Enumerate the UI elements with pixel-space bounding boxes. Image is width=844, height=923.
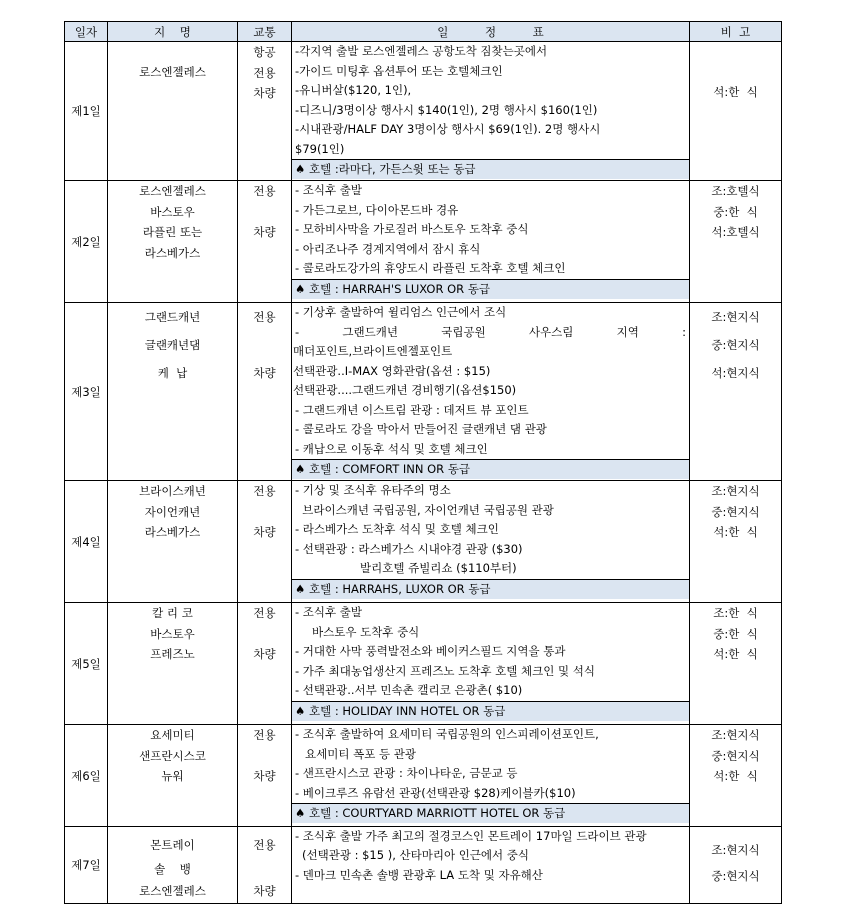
meal-note: 조:한 식 (713, 606, 758, 620)
schedule-cell (292, 725, 690, 827)
schedule-line: -유니버살($120, 1인), (295, 83, 412, 97)
transport-spacer (238, 857, 291, 881)
header-row (65, 22, 782, 42)
schedule-cell (292, 181, 690, 303)
meal-note: 조:현지식 (711, 310, 760, 324)
schedule-line: -시내관광/HALF DAY 3명이상 행사시 $69(1인). 2명 행사시 (295, 122, 601, 136)
place-cell (108, 725, 238, 827)
schedule-line: 발리호텔 쥬빌리쇼 ($110부터) (360, 561, 517, 575)
note-cell (690, 481, 782, 603)
schedule-line: - 라스베가스 도착후 석식 및 호텔 체크인 (295, 522, 499, 536)
schedule-line: - 아리조나주 경계지역에서 잠시 휴식 (295, 241, 481, 256)
place-name: 라플린 또는 (142, 225, 203, 239)
transport-item: 전용 (253, 484, 276, 498)
meal-note: 조:현지식 (711, 843, 760, 857)
schedule-line: - 캐납으로 이동후 석식 및 호텔 체크인 (295, 441, 488, 456)
schedule-cell (292, 42, 690, 181)
schedule-line: 바스토우 도착후 중식 (312, 624, 420, 639)
header-day: 일자 (65, 22, 108, 42)
schedule-word: 국립공원 (441, 324, 486, 339)
meal-note: 중:한 식 (713, 204, 758, 219)
schedule-line: -가이드 미팅후 옵션투어 또는 호텔체크인 (295, 63, 503, 78)
place-cell (108, 827, 238, 904)
schedule-word: - (295, 324, 300, 339)
place-cell (108, 603, 238, 725)
schedule-line: - 선택관광..서부 민속촌 캘리코 은광촌( $10) (295, 683, 523, 697)
transport-item: 전용 (253, 184, 276, 198)
header-schedule: 일 정 표 (292, 22, 690, 42)
place-cell (108, 181, 238, 303)
transport-spacer (238, 502, 291, 523)
place-name: 그랜드캐년 (144, 310, 201, 324)
transport-spacer (238, 746, 291, 767)
place-name: 로스엔젤레스 (139, 184, 206, 198)
schedule-line: - 샌프란시스코 관광 : 차이나타운, 금문교 등 (295, 766, 518, 780)
schedule-line: - 기상후 출발하여 윌리엄스 인근에서 조식 (295, 305, 507, 319)
schedule-line: - 조식후 출발 (295, 605, 363, 619)
place-name: 요세미티 (150, 728, 195, 742)
meal-note: 조:현지식 (711, 728, 760, 742)
note-cell (690, 827, 782, 904)
meal-note: 석:한 식 (713, 525, 758, 539)
day-cell: 제1일 (65, 42, 108, 181)
table-row (65, 827, 782, 904)
table-row (65, 481, 782, 603)
meal-note: 중:한 식 (713, 626, 758, 641)
transport-item: 차량 (253, 86, 276, 100)
schedule-cell (292, 603, 690, 725)
header-place: 지 명 (108, 22, 238, 42)
transport-item: 전용 (253, 310, 276, 324)
schedule-line: - 선택관광 : 라스베가스 시내야경 관광 ($30) (295, 541, 523, 556)
meal-note: 석:현지식 (711, 366, 760, 380)
transport-cell (238, 725, 292, 827)
schedule-line: -디즈니/3명이상 행사시 $140(1인), 2명 행사시 $160(1인) (295, 102, 598, 117)
schedule-line: - 덴마크 민속촌 솔뱅 관광후 LA 도착 및 자유해산 (295, 868, 543, 882)
schedule-line: 요세미티 폭포 등 관광 (305, 746, 416, 761)
note-cell (690, 303, 782, 481)
transport-item: 항공 (253, 45, 276, 59)
transport-spacer (238, 331, 291, 359)
meal-note: 조:현지식 (711, 484, 760, 498)
note-cell (690, 725, 782, 827)
schedule-word: 그랜드캐년 (342, 324, 398, 339)
meal-note: 조:호텔식 (711, 184, 760, 198)
place-name: 브라이스캐년 (139, 484, 206, 498)
transport-cell (238, 603, 292, 725)
transport-item: 차량 (253, 769, 276, 783)
schedule-line: -각지역 출발 로스엔젤레스 공항도착 짐찾는곳에서 (295, 44, 548, 58)
transport-item: 전용 (253, 838, 276, 852)
transport-item: 전용 (253, 606, 276, 620)
table-row (65, 603, 782, 725)
note-cell (690, 603, 782, 725)
schedule-line: - 거대한 사막 풍력발전소와 베이커스필드 지역을 통과 (295, 644, 566, 658)
table-row (65, 725, 782, 827)
schedule-line: - 모하비사막을 가로질러 바스토우 도착후 중식 (295, 222, 529, 236)
place-name: 샌프란시스코 (139, 748, 206, 763)
day-cell: 제4일 (65, 481, 108, 603)
schedule-line (292, 323, 689, 343)
schedule-line: - 베이크루즈 유람선 관광(선택관광 $28)케이블카($10) (295, 785, 576, 800)
place-name: 로스엔젤레스 (139, 884, 206, 898)
schedule-cell (292, 481, 690, 603)
table-row (65, 42, 782, 181)
schedule-line: (선택관광 : $15 ), 산타마리아 인근에서 중식 (302, 848, 530, 862)
day-cell: 제2일 (65, 181, 108, 303)
schedule-word: 지역 (616, 324, 639, 339)
schedule-cell (292, 303, 690, 481)
transport-spacer (238, 624, 291, 645)
place-name: 바스토우 (150, 626, 195, 641)
meal-note: 석:한 식 (713, 85, 758, 99)
transport-item: 차량 (253, 884, 276, 898)
transport-cell (238, 42, 292, 181)
place-cell (108, 303, 238, 481)
place-name: 솔 뱅 (154, 862, 191, 876)
schedule-line: - 콜로라도 강을 막아서 만들어진 글랜캐년 댐 관광 (295, 422, 547, 436)
schedule-line: 매더포인트,브라이트엔젤포인트 (293, 344, 453, 358)
hotel-line: ♠ 호텔 :라마다, 가든스윗 또는 동급 (292, 159, 689, 179)
day-cell: 제3일 (65, 303, 108, 481)
place-cell (108, 42, 238, 181)
hotel-line: ♠ 호텔 : COMFORT INN OR 동급 (292, 459, 689, 479)
meal-note: 중:현지식 (711, 338, 760, 352)
place-name: 케 납 (157, 366, 188, 380)
hotel-line: ♠ 호텔 : HOLIDAY INN HOTEL OR 동급 (292, 701, 689, 721)
transport-cell (238, 181, 292, 303)
schedule-line: - 콜로라도강가의 휴양도시 라플린 도착후 호텔 체크인 (295, 261, 566, 275)
transport-cell (238, 827, 292, 904)
hotel-line: ♠ 호텔 : HARRAHS, LUXOR OR 동급 (292, 579, 689, 599)
place-name: 몬트레이 (150, 838, 195, 852)
itinerary-table (64, 21, 782, 904)
meal-note: 중:현지식 (711, 504, 760, 519)
schedule-line: 브라이스캐년 국립공원, 자이언캐년 국립공원 관광 (295, 502, 554, 517)
place-name: 뉴워 (161, 769, 184, 783)
transport-spacer (238, 202, 291, 223)
transport-item: 차량 (253, 225, 276, 239)
header-transport: 교통 (238, 22, 292, 42)
schedule-line: 선택관광..I-MAX 영화관람(옵션 : $15) (293, 363, 491, 378)
table-row (65, 303, 782, 481)
transport-item: 전용 (253, 65, 276, 80)
schedule-cell (292, 827, 690, 904)
place-name: 라스베가스 (144, 245, 201, 260)
place-name: 자이언캐년 (144, 504, 201, 519)
schedule-line: - 가든그로브, 다이아몬드바 경유 (295, 202, 459, 217)
schedule-line: - 그랜드캐년 이스트림 관광 : 데저트 뷰 포인트 (295, 402, 529, 417)
place-name: 바스토우 (150, 204, 195, 219)
schedule-line: 선택관광....그랜드캐년 경비행기(옵션$150) (293, 383, 517, 397)
schedule-line: - 조식후 출발 가주 최고의 절경코스인 몬트레이 17마일 드라이브 관광 (295, 829, 647, 843)
schedule-line: - 조식후 출발 (295, 183, 363, 197)
meal-note: 석:한 식 (713, 769, 758, 783)
transport-cell (238, 303, 292, 481)
place-name: 라스베가스 (144, 525, 201, 539)
hotel-line: ♠ 호텔 : HARRAH'S LUXOR OR 동급 (292, 279, 689, 299)
note-cell (690, 181, 782, 303)
day-cell: 제5일 (65, 603, 108, 725)
place-name: 칼 리 코 (152, 606, 193, 620)
place-name: 로스엔젤레스 (139, 65, 206, 79)
schedule-line: $79(1인) (295, 141, 345, 156)
meal-note: 중:현지식 (711, 869, 760, 883)
transport-item: 차량 (253, 525, 276, 539)
meal-note: 중:현지식 (711, 748, 760, 763)
schedule-line: - 가주 최대농업생산지 프레즈노 도착후 호텔 체크인 및 석식 (295, 663, 596, 678)
meal-note: 석:한 식 (713, 647, 758, 661)
schedule-line: - 기상 및 조식후 유타주의 명소 (295, 483, 451, 497)
note-cell (690, 42, 782, 181)
schedule-word: : (682, 324, 686, 339)
transport-item: 차량 (253, 366, 276, 380)
table-row (65, 181, 782, 303)
transport-cell (238, 481, 292, 603)
meal-note: 석:호텔식 (711, 225, 760, 239)
schedule-line: - 조식후 출발하여 요세미티 국립공원의 인스피레이션포인트, (295, 727, 599, 741)
transport-item: 전용 (253, 728, 276, 742)
place-name: 프레즈노 (150, 647, 195, 661)
day-cell: 제7일 (65, 827, 108, 904)
schedule-word: 사우스림 (528, 324, 574, 339)
hotel-line: ♠ 호텔 : COURTYARD MARRIOTT HOTEL OR 동급 (292, 803, 689, 823)
header-note: 비 고 (690, 22, 782, 42)
place-cell (108, 481, 238, 603)
day-cell: 제6일 (65, 725, 108, 827)
place-name: 글랜캐년댐 (144, 338, 201, 352)
transport-item: 차량 (253, 647, 276, 661)
